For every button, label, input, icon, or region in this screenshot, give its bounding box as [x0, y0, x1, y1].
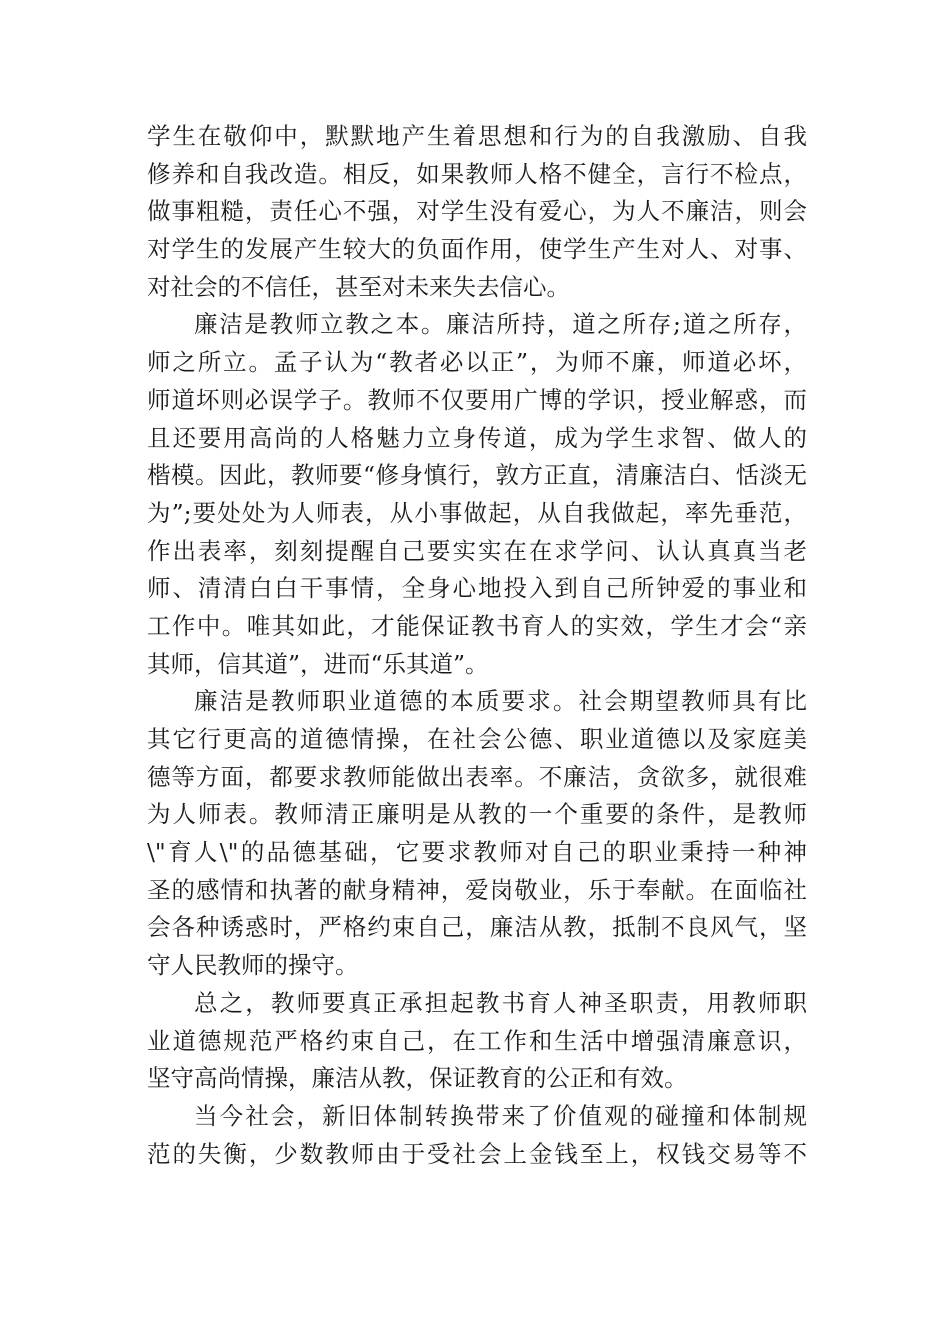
text-line: 为”;要处处为人师表，从小事做起，从自我做起，率先垂范， [147, 498, 807, 527]
document-body [147, 118, 807, 1173]
text-line: 守人民教师的操守。 [147, 951, 359, 980]
text-line: 楷模。因此，教师要“修身慎行，敦方正直，清廉洁白、恬淡无 [147, 461, 807, 490]
paragraph [147, 306, 807, 683]
text-line: 对学生的发展产生较大的负面作用，使学生产生对人、对事、 [147, 235, 807, 264]
text-line: 修养和自我改造。相反，如果教师人格不健全，言行不检点， [147, 159, 807, 188]
text-line: 廉洁是教师立教之本。廉洁所持，道之所存;道之所存， [194, 310, 807, 339]
text-line: 其师，信其道”，进而“乐其道”。 [147, 649, 489, 678]
text-line: 学生在敬仰中，默默地产生着思想和行为的自我激励、自我 [147, 122, 807, 150]
text-line: 廉洁是教师职业道德的本质要求。社会期望教师具有比 [194, 687, 807, 716]
text-line: 总之，教师要真正承担起教书育人神圣职责，用教师职 [194, 988, 807, 1017]
text-line: 师、清清白白干事情，全身心地投入到自己所钟爱的事业和 [147, 574, 807, 603]
text-line: 对社会的不信任，甚至对未来失去信心。 [147, 272, 570, 301]
text-line: 工作中。唯其如此，才能保证教书育人的实效，学生才会“亲 [147, 611, 807, 640]
text-line: 其它行更高的道德情操，在社会公德、职业道德以及家庭美 [147, 725, 807, 753]
paragraph [147, 985, 807, 1098]
text-line: 业道德规范严格约束自己，在工作和生活中增强清廉意识， [147, 1026, 807, 1055]
text-line: \"育人\"的品德基础，它要求教师对自己的职业秉持一种神 [147, 838, 807, 867]
text-line: 师道坏则必误学子。教师不仅要用广博的学识，授业解惑，而 [147, 385, 807, 414]
text-line: 且还要用高尚的人格魅力立身传道，成为学生求智、做人的 [147, 423, 807, 452]
text-line: 范的失衡，少数教师由于受社会上金钱至上，权钱交易等不 [147, 1139, 807, 1168]
text-line: 为人师表。教师清正廉明是从教的一个重要的条件，是教师 [147, 800, 807, 829]
text-line: 会各种诱惑时，严格约束自己，廉洁从教，抵制不良风气，坚 [147, 913, 807, 942]
text-line: 德等方面，都要求教师能做出表率。不廉洁，贪欲多，就很难 [147, 762, 807, 791]
text-line: 圣的感情和执著的献身精神，爱岗敬业，乐于奉献。在面临社 [147, 875, 807, 904]
text-line: 作出表率，刻刻提醒自己要实实在在求学问、认认真真当老 [147, 536, 807, 565]
text-line: 师之所立。孟子认为“教者必以正”，为师不廉，师道必坏， [147, 348, 807, 377]
text-line: 当今社会，新旧体制转换带来了价值观的碰撞和体制规 [194, 1101, 807, 1130]
text-line: 坚守高尚情操，廉洁从教，保证教育的公正和有效。 [147, 1064, 688, 1093]
paragraph [147, 118, 807, 306]
paragraph [147, 683, 807, 985]
paragraph [147, 1098, 807, 1173]
text-line: 做事粗糙，责任心不强，对学生没有爱心，为人不廉洁，则会 [147, 197, 807, 226]
